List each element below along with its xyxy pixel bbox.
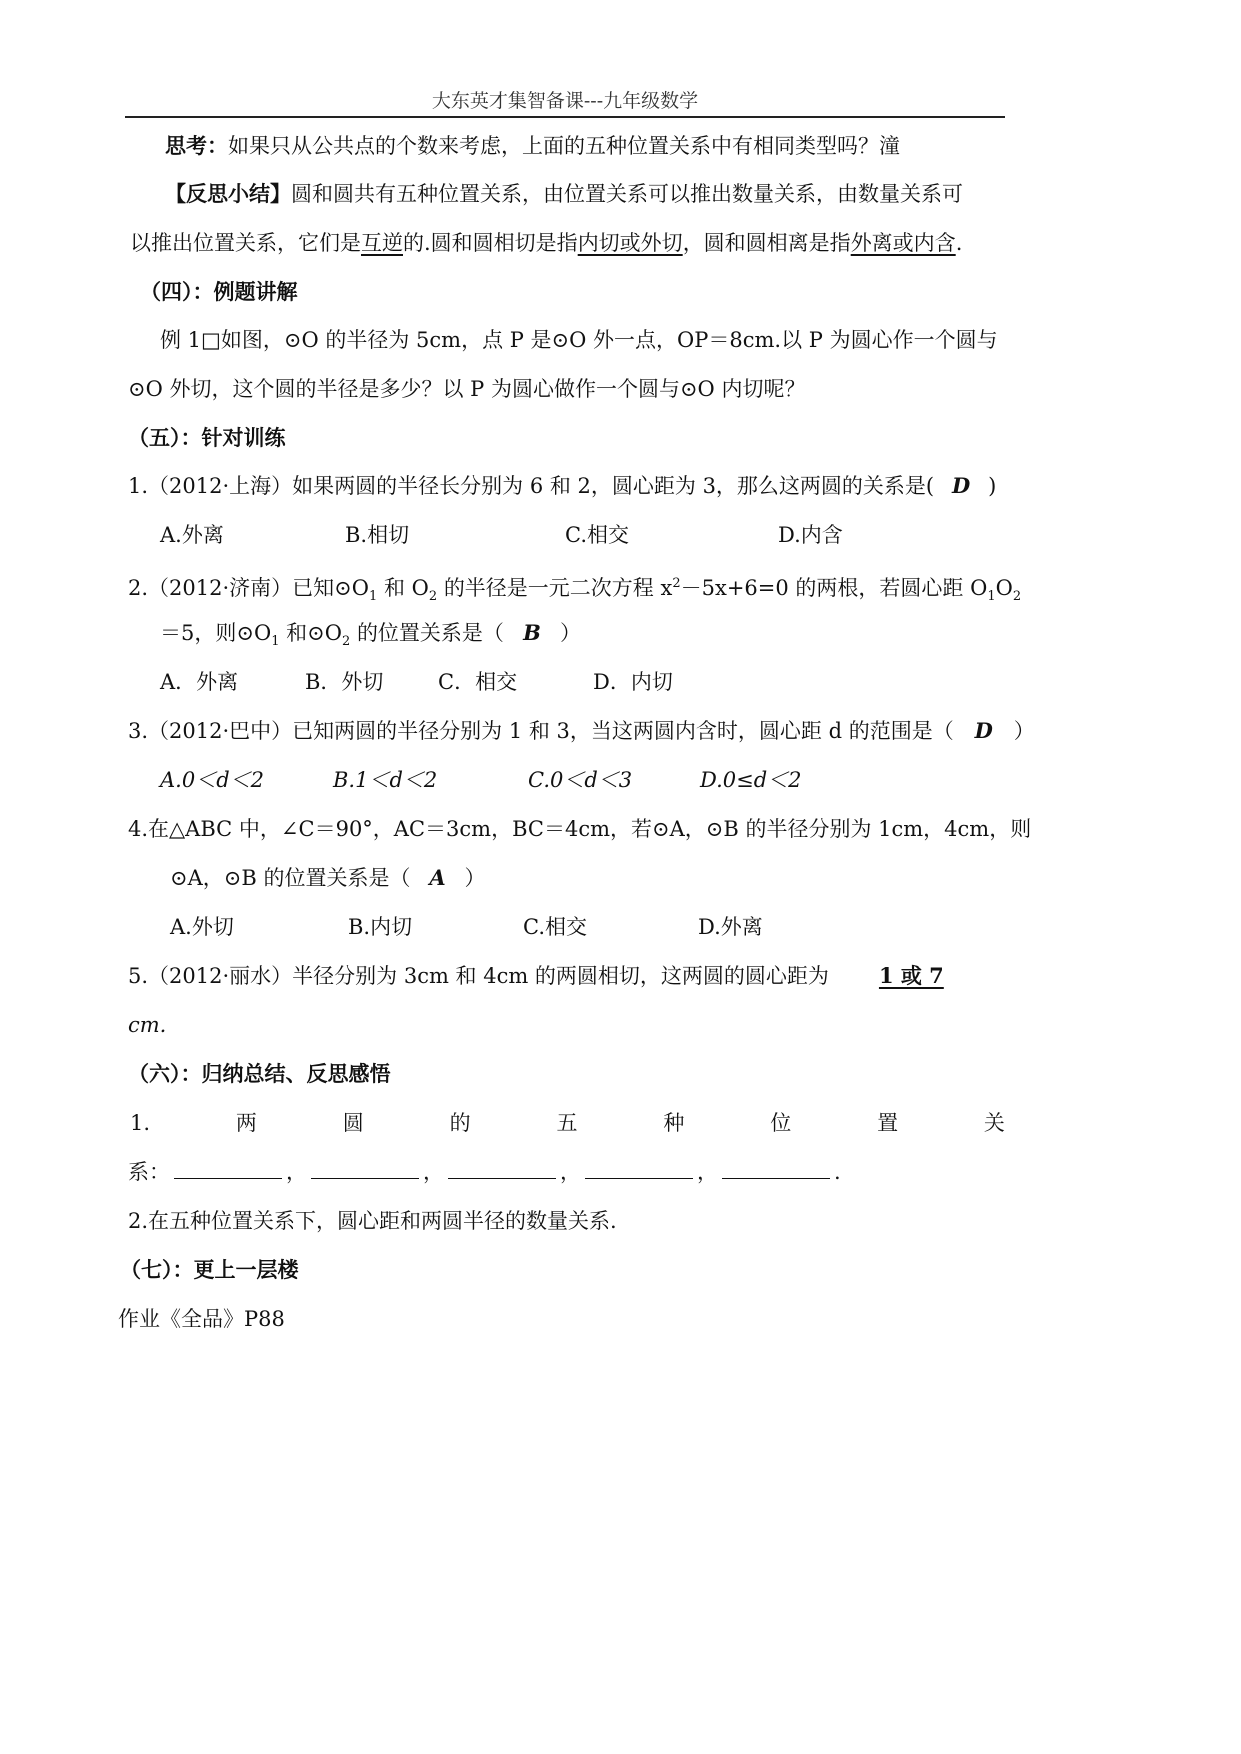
q3-option-b: B.1＜d＜2	[333, 768, 438, 792]
q1-option-b: B.相切	[345, 523, 410, 547]
q2-option-a: A．外离	[160, 670, 239, 694]
q1-close: )	[988, 474, 997, 498]
question-4-line-2	[170, 864, 485, 892]
section-4-heading: （四）：例题讲解	[140, 279, 298, 304]
section-6-heading: （六）：归纳总结、反思感悟	[128, 1061, 391, 1086]
summary-line-1	[165, 180, 963, 208]
question-3-stem	[128, 717, 1035, 745]
q1-option-a: A.外离	[160, 523, 224, 547]
q3-option-c: C.0＜d＜3	[528, 768, 633, 792]
question-5-line-2: cm.	[128, 1013, 167, 1037]
q2-option-d: D．内切	[593, 670, 673, 694]
fill-blank-1[interactable]	[174, 1158, 282, 1179]
question-2-stem: 2.（2012·济南）已知$⊙O_1$ 和 $O_2$ 的半径是一元二次方程 $x^2-5x+6=0$ 的两根，若圆心距 $O_1O_2$	[128, 576, 1022, 605]
item1-char: 圆	[342, 1111, 364, 1135]
item1-char: 两	[235, 1111, 257, 1135]
q3-text: 3.（2012·巴中）已知两圆的半径分别为 1 和 3，当这两圆内含时，圆心距 d 的范围是（	[128, 719, 954, 743]
q2-text-b: 和 O	[383, 576, 429, 600]
q3-close: ）	[1013, 719, 1035, 743]
question-2-line-2: ＝5，则$⊙O_1$ 和$⊙O_2$ 的位置关系是（ B ）	[160, 620, 581, 650]
think-text: 如果只从公共点的个数来考虑，上面的五种位置关系中有相同类型吗？潼	[228, 134, 900, 158]
summary-text-2b: 的.圆和圆相切是指	[403, 231, 578, 255]
q5-answer: 1 或 7	[878, 963, 944, 988]
fill-blank-2[interactable]	[311, 1158, 419, 1179]
q4-close: ）	[464, 866, 486, 890]
fill-blank-5[interactable]	[722, 1158, 830, 1179]
question-5-stem	[128, 962, 944, 990]
q2-answer: B	[523, 620, 541, 645]
item1-label: 系：	[128, 1160, 170, 1184]
item1-char: 种	[663, 1111, 685, 1135]
think-label: 思考：	[165, 133, 228, 158]
separator: ，	[697, 1160, 718, 1184]
item1-char: 五	[556, 1111, 578, 1135]
answer-mutual-inverse: 互逆	[361, 231, 403, 255]
q2-text-d: －5x+6=0 的两根，若圆心距 O	[680, 576, 988, 600]
fill-blank-3[interactable]	[448, 1158, 556, 1179]
q4-option-a: A.外切	[170, 915, 234, 939]
page-header: 大东英才集智备课---九年级数学	[431, 90, 699, 112]
section-5-heading: （五）：针对训练	[128, 425, 286, 450]
q2-option-b: B．外切	[305, 670, 384, 694]
item1-char: 关	[983, 1111, 1005, 1135]
summary-item-1-line-2	[128, 1158, 841, 1186]
homework-line: 作业《全品》P88	[118, 1307, 285, 1331]
q2-close: ）	[559, 621, 581, 645]
section-7-heading: （七）：更上一层楼	[120, 1257, 299, 1282]
q1-option-d: D.内含	[778, 523, 843, 547]
separator: ，	[286, 1160, 307, 1184]
q4-option-b: B.内切	[348, 915, 413, 939]
q4-option-c: C.相交	[523, 915, 587, 939]
q1-answer: D	[952, 473, 971, 498]
item1-char: 的	[449, 1111, 471, 1135]
q2-text-a: 2.（2012·济南）已知⊙O	[128, 576, 369, 600]
summary-text-2d: .	[955, 231, 963, 255]
q4-answer: A	[429, 865, 446, 890]
q2-text-c: 的半径是一元二次方程 x	[443, 576, 673, 600]
item1-char: 位	[770, 1111, 792, 1135]
question-4-stem: 4.在△ABC 中，∠C＝90°，AC＝3cm，BC＝4cm，若⊙A，⊙B 的半径分别为 1cm，4cm，则	[128, 817, 1032, 841]
q3-option-d: D.0≤d＜2	[700, 768, 802, 792]
q4-line2: ⊙A，⊙B 的位置关系是（	[170, 866, 411, 890]
q2-option-c: C．相交	[438, 670, 518, 694]
summary-item-1-line-1	[130, 1109, 1005, 1137]
summary-line-2	[130, 229, 962, 257]
example-line-1: 例 1□如图，⊙O 的半径为 5cm，点 P 是⊙O 外一点，OP＝8cm.以 P 为圆心作一个圆与	[160, 328, 998, 352]
end-mark: .	[834, 1160, 841, 1184]
answer-separate: 外离或内含	[850, 231, 956, 255]
q3-option-a: A.0＜d＜2	[160, 768, 265, 792]
q1-text: 1.（2012·上海）如果两圆的半径长分别为 6 和 2，圆心距为 3，那么这两圆的关系是(	[128, 474, 935, 498]
q5-text: 5.（2012·丽水）半径分别为 3cm 和 4cm 的两圆相切，这两圆的圆心距为	[128, 964, 829, 988]
summary-text-2c: ，圆和圆相离是指	[682, 231, 851, 255]
think-paragraph	[165, 132, 900, 160]
item1-char: 置	[877, 1111, 899, 1135]
question-1-stem	[128, 472, 996, 500]
summary-text-1: 圆和圆共有五种位置关系，由位置关系可以推出数量关系，由数量关系可	[291, 182, 963, 206]
summary-label: 【反思小结】	[165, 181, 291, 206]
header-rule	[125, 116, 1005, 118]
answer-tangent: 内切或外切	[577, 231, 683, 255]
separator: ，	[423, 1160, 444, 1184]
example-line-2: ⊙O 外切，这个圆的半径是多少？以 P 为圆心做作一个圆与⊙O 内切呢？	[128, 377, 806, 401]
q4-option-d: D.外离	[698, 915, 763, 939]
q2-line2-c: 的位置关系是（	[356, 621, 504, 645]
q2-line2-b: 和⊙O	[286, 621, 342, 645]
summary-item-2: 2.在五种位置关系下，圆心距和两圆半径的数量关系.	[128, 1209, 617, 1233]
q3-answer: D	[974, 718, 993, 743]
fill-blank-4[interactable]	[585, 1158, 693, 1179]
summary-text-2a: 以推出位置关系，它们是	[130, 231, 361, 255]
separator: ，	[560, 1160, 581, 1184]
q2-line2-a: ＝5，则⊙O	[160, 621, 272, 645]
item1-char: 1.	[130, 1111, 151, 1135]
q1-option-c: C.相交	[565, 523, 629, 547]
